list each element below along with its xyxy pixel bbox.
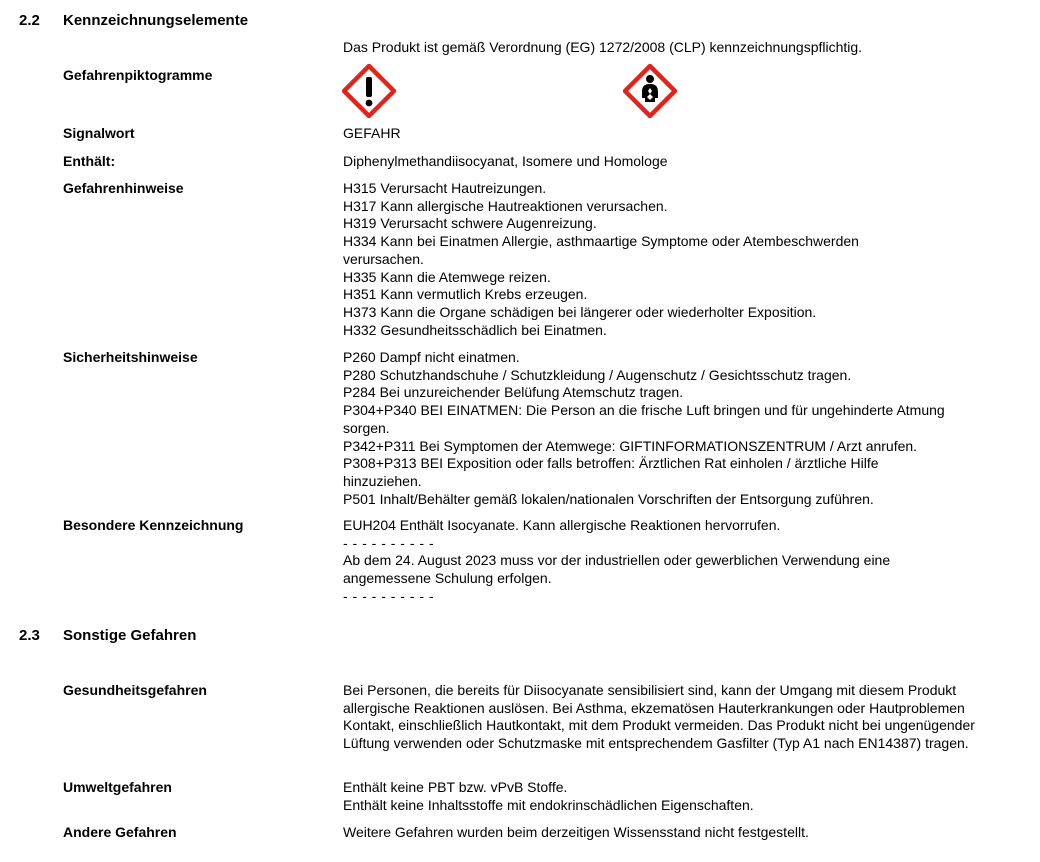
special-labelling-label: Besondere Kennzeichnung (63, 517, 244, 533)
section-title: Sonstige Gefahren (63, 627, 197, 644)
section-number: 2.3 (19, 627, 40, 644)
exclamation-mark-icon (342, 64, 396, 118)
signal-word-label: Signalwort (63, 125, 135, 141)
precautionary-statements (343, 349, 988, 508)
hazard-statement: H315 Verursacht Hautreizungen. (343, 180, 547, 196)
precautionary-statement: P304+P340 BEI EINATMEN: Die Person an die frische Luft bringen und für ungehinderte Atmung sorgen. (343, 402, 945, 436)
hazard-statement: H319 Verursacht schwere Augenreizung. (343, 215, 597, 232)
hazard-statement: H373 Kann die Organe schädigen bei längerer oder wiederholter Exposition. (343, 303, 817, 320)
section-title: Kennzeichnungselemente (63, 12, 249, 29)
section-number: 2.2 (19, 12, 40, 29)
euh-statement: EUH204 Enthält Isocyanate. Kann allergische Reaktionen hervorrufen. (343, 517, 781, 533)
precautionary-statement: P280 Schutzhandschuhe / Schutzkleidung / Augenschutz / Gesichtsschutz tragen. (343, 366, 852, 383)
hazard-statement: H317 Kann allergische Hautreaktionen verursachen. (343, 197, 668, 214)
environmental-hazard-line: Enthält keine Inhaltsstoffe mit endokrinschädlichen Eigenschaften. (343, 796, 754, 813)
hazard-statement: H351 Kann vermutlich Krebs erzeugen. (343, 286, 588, 303)
signal-word-value: GEFAHR (343, 125, 401, 141)
special-labelling (343, 517, 988, 606)
training-notice: Ab dem 24. August 2023 muss vor der industriellen oder gewerblichen Verwendung eine angemessene Schulung erfolgen. (343, 552, 891, 587)
contains-value: Diphenylmethandiisocyanat, Isomere und Homologe (343, 153, 668, 169)
health-hazards-label: Gesundheitsgefahren (63, 682, 207, 698)
precautionary-statement: P308+P313 BEI Exposition oder falls betroffen: Ärztlichen Rat einholen / ärztliche Hilfe hinzuziehen. (343, 455, 879, 489)
hazard-statement: H335 Kann die Atemwege reizen. (343, 268, 551, 285)
dash-separator: - - - - - - - - - - (343, 587, 435, 604)
environmental-hazards (343, 779, 988, 814)
other-hazards-label: Andere Gefahren (63, 824, 177, 840)
hazard-statement: H334 Kann bei Einatmen Allergie, asthmaartige Symptome oder Atembeschwerden verursachen. (343, 233, 859, 267)
precautionary-statement: P342+P311 Bei Symptomen der Atemwege: GIFTINFORMATIONSZENTRUM / Arzt anrufen. (343, 437, 918, 454)
precautionary-statements-label: Sicherheitshinweise (63, 349, 198, 365)
hazard-statements (343, 180, 988, 339)
contains-label: Enthält: (63, 153, 116, 169)
other-hazards-text: Weitere Gefahren wurden beim derzeitigen Wissensstand nicht festgestellt. (343, 824, 809, 840)
intro-text: Das Produkt ist gemäß Verordnung (EG) 1272/2008 (CLP) kennzeichnungspflichtig. (343, 39, 863, 55)
dash-separator: - - - - - - - - - - (343, 534, 435, 551)
health-hazards-text: Bei Personen, die bereits für Diisocyanate sensibilisiert sind, kann der Umgang mit diesem Produkt allergische Reaktionen auslösen. Bei Asthma, ekzematösen Hauterkrankungen oder Hautproblemen Kontakt, einschließlich Hautkontakt, mit dem Produkt vermeiden. Das Produkt nicht bei ungenügender Lüftung verwenden oder Schutzmaske mit entsprechendem Gasfilter (Typ A1 nach EN14387) tragen. (343, 682, 975, 752)
environmental-hazard-line: Enthält keine PBT bzw. vPvB Stoffe. (343, 779, 568, 795)
health-hazard-icon (623, 64, 677, 118)
precautionary-statement: P501 Inhalt/Behälter gemäß lokalen/nationalen Vorschriften der Entsorgung zuführen. (343, 490, 874, 507)
precautionary-statement: P260 Dampf nicht einatmen. (343, 349, 520, 365)
hazard-statement: H332 Gesundheitsschädlich bei Einatmen. (343, 321, 607, 338)
precautionary-statement: P284 Bei unzureichender Belüfung Atemschutz tragen. (343, 384, 684, 401)
hazard-statements-label: Gefahrenhinweise (63, 180, 184, 196)
pictograms-label: Gefahrenpiktogramme (63, 67, 213, 83)
environmental-hazards-label: Umweltgefahren (63, 779, 172, 795)
